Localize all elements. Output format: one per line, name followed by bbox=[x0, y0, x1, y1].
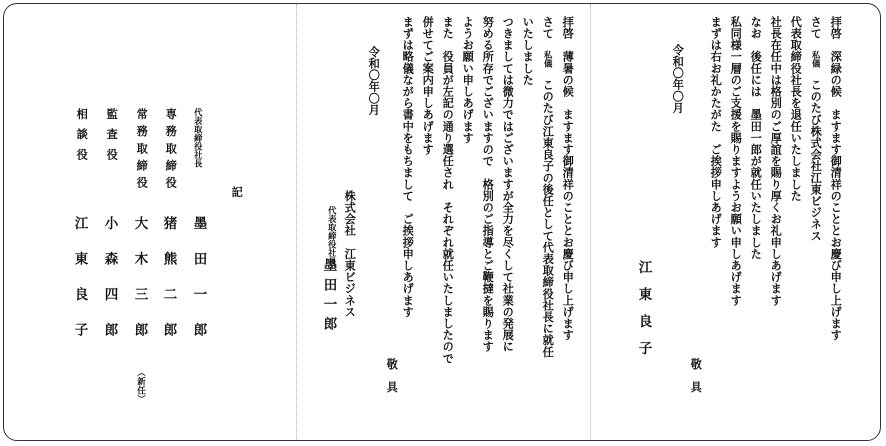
officer-1-role: 代表取締役社長 bbox=[193, 108, 204, 168]
middle-line-4: つきましては微力ではございますが全力を尽くして社業の発展に bbox=[501, 16, 516, 353]
middle-line-7: また 役員が左記の通り選任され それぞれ就任いたしましたので bbox=[441, 16, 456, 364]
middle-greeting: 拝啓 薄暑の候 ますます御清祥のこととお慶び申し上げます bbox=[561, 16, 576, 341]
middle-closing: 敬 具 bbox=[385, 358, 400, 393]
officer-2-name: 猪熊二郎 bbox=[160, 216, 177, 358]
officer-3-note: （新任） bbox=[135, 368, 146, 404]
middle-line-3: いたしました bbox=[521, 16, 536, 86]
middle-company: 株式会社 江東ビジネス bbox=[343, 190, 358, 318]
right-greeting: 拝啓 深緑の候 ますます御清祥のこととお慶び申し上げます bbox=[829, 16, 844, 341]
officer-1-name: 墨田一郎 bbox=[190, 216, 207, 358]
middle-title: 代表取締役社長 bbox=[327, 206, 338, 266]
officer-5-name: 江東良子 bbox=[71, 216, 88, 358]
middle-line-8: 併せてご案内申しあげます bbox=[421, 16, 436, 156]
fold-line-right bbox=[590, 4, 591, 440]
officer-3-name: 大木三郎 bbox=[131, 216, 148, 358]
officer-4-role: 監査役 bbox=[105, 108, 120, 169]
middle-president-name: 墨田一郎 bbox=[320, 258, 337, 336]
middle-line-9: まずは略儀ながら書中をもちまして ご挨拶申しあげます bbox=[401, 16, 416, 318]
right-sender-name: 江 東 良 子 bbox=[635, 260, 652, 355]
middle-date: 令和〇年〇月 bbox=[367, 46, 382, 116]
ki-heading: 記 bbox=[230, 186, 245, 198]
right-closing: 敬 具 bbox=[689, 358, 704, 393]
middle-line-5: 努める所存でございますので 格別のご指導とご鞭撻を賜ります bbox=[481, 16, 496, 353]
middle-line-2: さて 私儀 このたび江東良子の後任として代表取締役社長に就任 bbox=[541, 16, 556, 358]
right-line-3: 代表取締役社長を退任いたしました bbox=[789, 16, 804, 202]
right-line-2: さて 私儀 このたび株式会社江東ビジネス bbox=[809, 16, 824, 242]
officer-3-role: 常務取締役 bbox=[135, 108, 150, 194]
middle-line-6: ようお願い申しあげます bbox=[461, 16, 476, 144]
officer-5-role: 相談役 bbox=[75, 108, 90, 169]
right-line-5: なお 後任には 墨田一郎が就任いたしました bbox=[749, 16, 764, 260]
right-date: 令和〇年〇月 bbox=[671, 44, 686, 114]
officer-4-name: 小森四郎 bbox=[101, 216, 118, 358]
right-line-6: 私同様一層のご支援を賜りますようお願い申しあげます bbox=[729, 16, 744, 306]
right-line-7: まずは右お礼かたがた ご挨拶申しあげます bbox=[709, 16, 724, 248]
fold-line-left bbox=[296, 4, 297, 440]
right-line-4: 社長在任中は格別のご厚誼を賜り厚くお礼申しあげます bbox=[769, 16, 784, 306]
officer-2-role: 専務取締役 bbox=[164, 108, 179, 194]
